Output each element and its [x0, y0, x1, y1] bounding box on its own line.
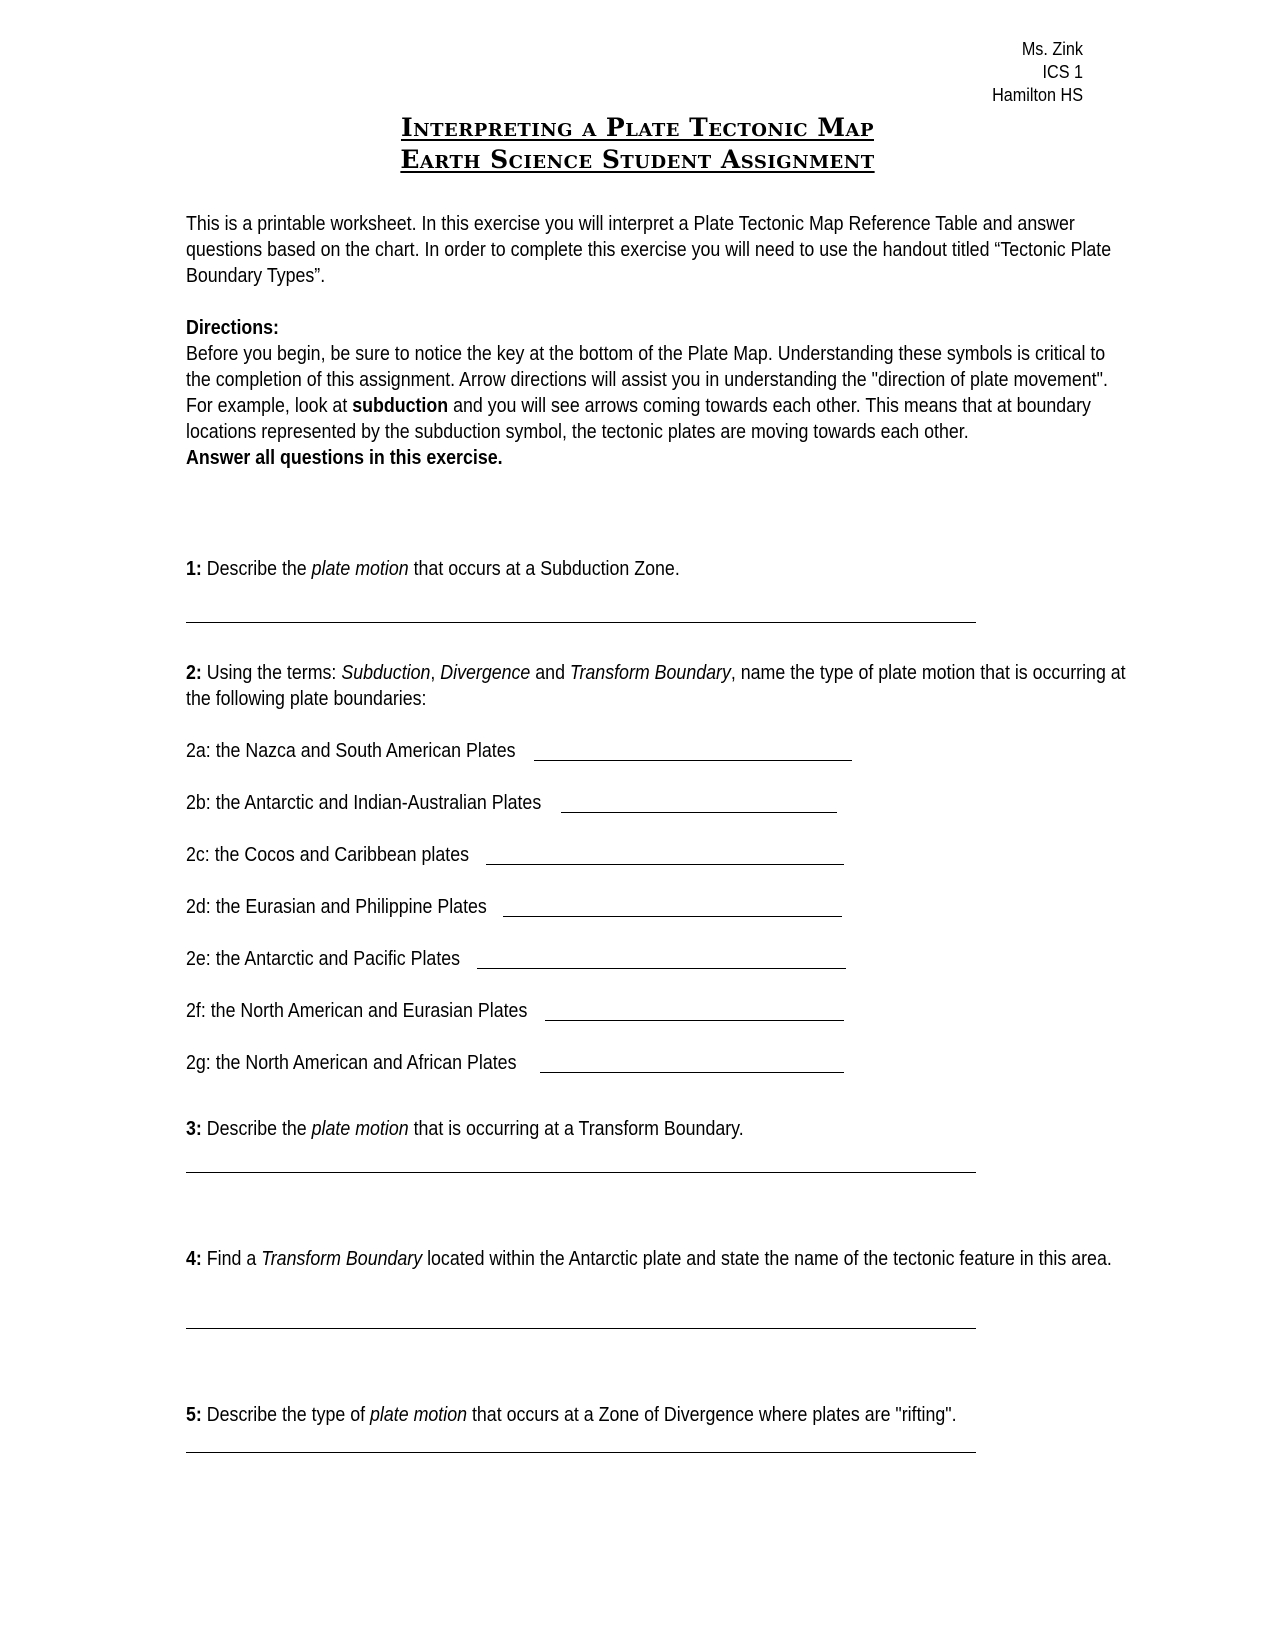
- question-number: 2:: [186, 662, 202, 684]
- question-2g: [186, 1050, 557, 1076]
- question-2b: [186, 790, 585, 816]
- intro-paragraph: [186, 211, 1126, 289]
- directions-section: [186, 315, 1126, 471]
- question-text: ,: [430, 662, 441, 684]
- answer-blank-2g[interactable]: [540, 1072, 844, 1073]
- question-text: that occurs at a Zone of Divergence where plates are "rifting".: [467, 1404, 957, 1426]
- term-transform-boundary: Transform Boundary: [569, 662, 731, 684]
- question-number: 5:: [186, 1404, 202, 1426]
- intro-text: This is a printable worksheet. In this exercise you will interpret a Plate Tectonic Map Reference Table and answer questions based on the chart. In order to complete this exercise you will need to use the handout titled “Tectonic Plate Boundary Types”.: [186, 213, 1112, 287]
- question-2c: [186, 842, 504, 868]
- question-text: Describe the type of: [201, 1404, 371, 1426]
- answer-line-5[interactable]: [186, 1452, 976, 1453]
- term-subduction: Subduction: [341, 662, 431, 684]
- question-4: [186, 1246, 1126, 1272]
- school-name: Hamilton HS: [992, 85, 1083, 105]
- page-subtitle: Earth Science Student Assignment: [400, 145, 875, 174]
- question-number: 4:: [186, 1248, 202, 1270]
- question-text: Describe the: [201, 1118, 312, 1140]
- question-5: [186, 1402, 1126, 1428]
- sub-question-label: 2c: the Cocos and Caribbean plates: [186, 844, 470, 866]
- question-emphasis: plate motion: [311, 558, 409, 580]
- answer-all-instruction: Answer all questions in this exercise.: [186, 447, 503, 469]
- page-title: Interpreting a Plate Tectonic Map: [400, 113, 874, 142]
- question-1: [186, 556, 1126, 582]
- sub-question-label: 2a: the Nazca and South American Plates: [186, 740, 516, 762]
- sub-question-label: 2f: the North American and Eurasian Plates: [186, 1000, 528, 1022]
- question-text: and: [530, 662, 570, 684]
- question-text: that occurs at a Subduction Zone.: [408, 558, 680, 580]
- question-text: located within the Antarctic plate and state the name of the tectonic feature in this area.: [422, 1248, 1112, 1270]
- answer-blank-2f[interactable]: [545, 1020, 844, 1021]
- question-number: 3:: [186, 1118, 202, 1140]
- question-2a: [186, 738, 556, 764]
- teacher-name: Ms. Zink: [1021, 39, 1083, 59]
- term-divergence: Divergence: [440, 662, 531, 684]
- sub-question-label: 2d: the Eurasian and Philippine Plates: [186, 896, 487, 918]
- directions-paragraph-2: [186, 393, 1126, 445]
- directions-para2-post: and you will see arrows coming towards each other. This means that at boundary locations represented by the subduction symbol, the tectonic plates are moving towards each other.: [186, 395, 1091, 443]
- sub-question-label: 2g: the North American and African Plates: [186, 1052, 517, 1074]
- question-3: [186, 1116, 1126, 1142]
- question-2f: [186, 998, 570, 1024]
- answer-line-3[interactable]: [186, 1172, 976, 1173]
- course-name: ICS 1: [1042, 62, 1083, 82]
- question-text: that is occurring at a Transform Boundary.: [408, 1118, 744, 1140]
- question-emphasis: plate motion: [370, 1404, 468, 1426]
- question-emphasis: plate motion: [311, 1118, 409, 1140]
- question-emphasis: Transform Boundary: [261, 1248, 423, 1270]
- directions-para2-pre: For example, look at: [186, 395, 353, 417]
- answer-blank-2e[interactable]: [477, 968, 846, 969]
- question-text: , name the type of plate motion that is occurring at the following plate boundaries:: [186, 662, 1126, 710]
- directions-heading: Directions:: [186, 317, 279, 339]
- answer-line-4[interactable]: [186, 1328, 976, 1329]
- answer-blank-2b[interactable]: [561, 812, 837, 813]
- question-text: Describe the: [201, 558, 312, 580]
- directions-para2-bold: subduction: [352, 395, 449, 417]
- answer-blank-2c[interactable]: [486, 864, 844, 865]
- question-text: Find a: [201, 1248, 262, 1270]
- question-2e: [186, 946, 494, 972]
- question-number: 1:: [186, 558, 202, 580]
- answer-line-1[interactable]: [186, 622, 976, 623]
- header-info: [992, 38, 1083, 107]
- question-2d: [186, 894, 524, 920]
- question-2: [186, 660, 1126, 712]
- sub-question-label: 2e: the Antarctic and Pacific Plates: [186, 948, 461, 970]
- sub-question-label: 2b: the Antarctic and Indian-Australian Plates: [186, 792, 542, 814]
- answer-blank-2a[interactable]: [534, 760, 852, 761]
- directions-paragraph-1: Before you begin, be sure to notice the key at the bottom of the Plate Map. Understanding these symbols is critical to the completion of this assignment. Arrow directions will assist you in understanding the "direction of plate movement".: [186, 343, 1108, 391]
- answer-blank-2d[interactable]: [503, 916, 842, 917]
- question-text: Using the terms:: [201, 662, 342, 684]
